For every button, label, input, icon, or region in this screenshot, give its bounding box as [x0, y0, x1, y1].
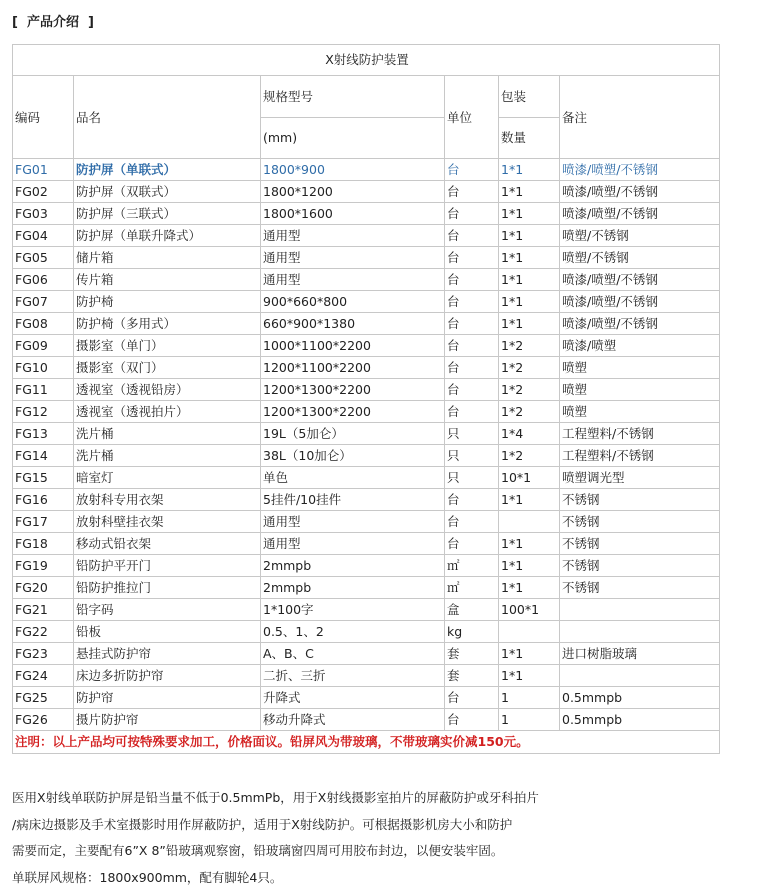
- cell-unit: 台: [445, 687, 499, 709]
- header-package: 包装: [499, 76, 560, 118]
- cell-remark: [560, 599, 720, 621]
- header-row-1: [13, 76, 720, 118]
- cell-name: 摄影室（单门）: [74, 335, 261, 357]
- cell-unit: 台: [445, 313, 499, 335]
- cell-remark: 喷漆/喷塑/不锈钢: [560, 313, 720, 335]
- section-title: [ 产品介绍 ]: [12, 15, 94, 30]
- cell-remark: 工程塑料/不锈钢: [560, 445, 720, 467]
- cell-unit: 套: [445, 643, 499, 665]
- cell-unit: 台: [445, 511, 499, 533]
- cell-qty: 1*1: [499, 159, 560, 181]
- table-note: 注明：以上产品均可按特殊要求加工，价格面议。铅屏风为带玻璃，不带玻璃实价减150元。: [13, 731, 720, 754]
- cell-unit: 只: [445, 423, 499, 445]
- table-row: [13, 665, 720, 687]
- cell-qty: 1*1: [499, 489, 560, 511]
- cell-remark: 不锈钢: [560, 511, 720, 533]
- table-row: [13, 621, 720, 643]
- cell-code: FG16: [13, 489, 74, 511]
- cell-code: FG09: [13, 335, 74, 357]
- cell-name: 放射科壁挂衣架: [74, 511, 261, 533]
- table-row: [13, 269, 720, 291]
- cell-qty: [499, 511, 560, 533]
- cell-code: FG08: [13, 313, 74, 335]
- cell-spec: 1800*900: [261, 159, 445, 181]
- cell-code: FG23: [13, 643, 74, 665]
- cell-name: 洗片桶: [74, 445, 261, 467]
- cell-spec: 19L（5加仑）: [261, 423, 445, 445]
- table-row: [13, 709, 720, 731]
- cell-unit: 台: [445, 291, 499, 313]
- cell-spec: 1200*1300*2200: [261, 379, 445, 401]
- cell-remark: 喷塑调光型: [560, 467, 720, 489]
- cell-unit: 台: [445, 269, 499, 291]
- product-description: [12, 785, 752, 891]
- cell-qty: 1*1: [499, 291, 560, 313]
- cell-spec: 1200*1100*2200: [261, 357, 445, 379]
- cell-unit: 台: [445, 357, 499, 379]
- table-row: [13, 423, 720, 445]
- cell-remark: 喷漆/喷塑/不锈钢: [560, 269, 720, 291]
- description-line: 单联屏风规格：1800x900mm，配有脚轮4只。: [12, 869, 283, 885]
- cell-remark: 喷漆/喷塑/不锈钢: [560, 181, 720, 203]
- cell-unit: 套: [445, 665, 499, 687]
- table-row: [13, 555, 720, 577]
- cell-name: 透视室（透视铅房）: [74, 379, 261, 401]
- cell-name: 防护帘: [74, 687, 261, 709]
- cell-spec: 1800*1200: [261, 181, 445, 203]
- cell-spec: 0.5、1、2: [261, 621, 445, 643]
- table-row: [13, 225, 720, 247]
- cell-remark: 喷漆/喷塑/不锈钢: [560, 203, 720, 225]
- cell-spec: A、B、C: [261, 643, 445, 665]
- cell-qty: 1*1: [499, 313, 560, 335]
- cell-spec: 单色: [261, 467, 445, 489]
- cell-remark: 喷塑/不锈钢: [560, 247, 720, 269]
- cell-remark: 不锈钢: [560, 577, 720, 599]
- table-title: X射线防护装置: [13, 45, 720, 76]
- cell-remark: 不锈钢: [560, 555, 720, 577]
- cell-spec: 2mmpb: [261, 555, 445, 577]
- table-row: [13, 247, 720, 269]
- cell-spec: 通用型: [261, 225, 445, 247]
- cell-unit: 只: [445, 445, 499, 467]
- cell-name: 透视室（透视拍片）: [74, 401, 261, 423]
- cell-name: 防护屏（三联式）: [74, 203, 261, 225]
- cell-code: FG18: [13, 533, 74, 555]
- cell-unit: 台: [445, 159, 499, 181]
- cell-code: FG12: [13, 401, 74, 423]
- table-row: [13, 643, 720, 665]
- cell-code: FG07: [13, 291, 74, 313]
- cell-remark: 喷塑: [560, 401, 720, 423]
- cell-name: 铅字码: [74, 599, 261, 621]
- description-line: 需要而定，主要配有6”X 8”铅玻璃观察窗，铅玻璃窗四周可用胶布封边，以便安装牢固。: [12, 843, 504, 859]
- cell-code: FG19: [13, 555, 74, 577]
- cell-remark: [560, 621, 720, 643]
- table-row: [13, 467, 720, 489]
- cell-unit: 只: [445, 467, 499, 489]
- cell-qty: 1*1: [499, 269, 560, 291]
- table-row: [13, 577, 720, 599]
- cell-code: FG11: [13, 379, 74, 401]
- cell-spec: 1*100字: [261, 599, 445, 621]
- cell-name: 铅防护平开门: [74, 555, 261, 577]
- cell-spec: 通用型: [261, 533, 445, 555]
- cell-name: 暗室灯: [74, 467, 261, 489]
- cell-name: 摄片防护帘: [74, 709, 261, 731]
- cell-unit: 台: [445, 247, 499, 269]
- cell-qty: 1*1: [499, 247, 560, 269]
- header-code: 编码: [13, 76, 74, 159]
- cell-spec: 通用型: [261, 247, 445, 269]
- cell-qty: 100*1: [499, 599, 560, 621]
- cell-code: FG15: [13, 467, 74, 489]
- cell-name: 床边多折防护帘: [74, 665, 261, 687]
- cell-spec: 通用型: [261, 269, 445, 291]
- cell-name: 摄影室（双门）: [74, 357, 261, 379]
- cell-remark: 不锈钢: [560, 489, 720, 511]
- table-row: [13, 687, 720, 709]
- cell-name: 储片箱: [74, 247, 261, 269]
- cell-unit: 台: [445, 379, 499, 401]
- table-row: [13, 181, 720, 203]
- cell-name: 移动式铅衣架: [74, 533, 261, 555]
- header-spec: 规格型号: [261, 76, 445, 118]
- table-row: [13, 159, 720, 181]
- cell-qty: 1*1: [499, 225, 560, 247]
- cell-qty: 1*2: [499, 335, 560, 357]
- cell-code: FG13: [13, 423, 74, 445]
- cell-spec: 5挂件/10挂件: [261, 489, 445, 511]
- cell-unit: 台: [445, 489, 499, 511]
- cell-unit: ㎡: [445, 555, 499, 577]
- cell-name: 放射科专用衣架: [74, 489, 261, 511]
- cell-unit: 台: [445, 401, 499, 423]
- cell-code: FG03: [13, 203, 74, 225]
- cell-name: 防护椅（多用式）: [74, 313, 261, 335]
- cell-unit: kg: [445, 621, 499, 643]
- cell-unit: 台: [445, 225, 499, 247]
- cell-spec: 900*660*800: [261, 291, 445, 313]
- cell-unit: 台: [445, 335, 499, 357]
- product-table: [12, 44, 720, 754]
- cell-spec: 移动升降式: [261, 709, 445, 731]
- table-row: [13, 335, 720, 357]
- cell-unit: 台: [445, 533, 499, 555]
- table-row: [13, 533, 720, 555]
- cell-qty: [499, 621, 560, 643]
- cell-remark: 喷塑: [560, 357, 720, 379]
- cell-remark: 工程塑料/不锈钢: [560, 423, 720, 445]
- cell-name: 洗片桶: [74, 423, 261, 445]
- cell-qty: 1*1: [499, 555, 560, 577]
- cell-remark: 喷漆/喷塑/不锈钢: [560, 159, 720, 181]
- cell-spec: 通用型: [261, 511, 445, 533]
- cell-unit: ㎡: [445, 577, 499, 599]
- cell-remark: 喷漆/喷塑: [560, 335, 720, 357]
- cell-code: FG05: [13, 247, 74, 269]
- cell-qty: 1*1: [499, 577, 560, 599]
- header-name: 品名: [74, 76, 261, 159]
- table-title-row: [13, 45, 720, 76]
- cell-qty: 1*1: [499, 643, 560, 665]
- table-row: [13, 379, 720, 401]
- cell-spec: 1800*1600: [261, 203, 445, 225]
- table-row: [13, 401, 720, 423]
- cell-name: 防护椅: [74, 291, 261, 313]
- cell-unit: 台: [445, 203, 499, 225]
- cell-code: FG22: [13, 621, 74, 643]
- cell-remark: 0.5mmpb: [560, 687, 720, 709]
- cell-remark: 喷塑: [560, 379, 720, 401]
- cell-unit: 台: [445, 709, 499, 731]
- cell-code: FG02: [13, 181, 74, 203]
- cell-unit: 盒: [445, 599, 499, 621]
- cell-spec: 38L（10加仑）: [261, 445, 445, 467]
- cell-spec: 升降式: [261, 687, 445, 709]
- cell-name: 传片箱: [74, 269, 261, 291]
- cell-spec: 660*900*1380: [261, 313, 445, 335]
- table-row: [13, 357, 720, 379]
- cell-code: FG20: [13, 577, 74, 599]
- cell-code: FG17: [13, 511, 74, 533]
- cell-qty: 1*1: [499, 533, 560, 555]
- cell-remark: 不锈钢: [560, 533, 720, 555]
- header-qty: 数量: [499, 118, 560, 159]
- cell-qty: 1*2: [499, 401, 560, 423]
- cell-code: FG10: [13, 357, 74, 379]
- cell-name: 防护屏（单联式）: [74, 159, 261, 181]
- header-unit: 单位: [445, 76, 499, 159]
- cell-qty: 1*1: [499, 203, 560, 225]
- cell-qty: 1: [499, 709, 560, 731]
- cell-unit: 台: [445, 181, 499, 203]
- note-row: [13, 731, 720, 754]
- cell-remark: 进口树脂玻璃: [560, 643, 720, 665]
- cell-remark: 喷塑/不锈钢: [560, 225, 720, 247]
- cell-remark: [560, 665, 720, 687]
- table-row: [13, 203, 720, 225]
- cell-code: FG25: [13, 687, 74, 709]
- cell-code: FG04: [13, 225, 74, 247]
- cell-name: 悬挂式防护帘: [74, 643, 261, 665]
- table-row: [13, 291, 720, 313]
- table-row: [13, 511, 720, 533]
- cell-qty: 10*1: [499, 467, 560, 489]
- cell-spec: 2mmpb: [261, 577, 445, 599]
- cell-qty: 1*4: [499, 423, 560, 445]
- cell-name: 防护屏（单联升降式）: [74, 225, 261, 247]
- cell-name: 防护屏（双联式）: [74, 181, 261, 203]
- cell-spec: 1200*1300*2200: [261, 401, 445, 423]
- header-remark: 备注: [560, 76, 720, 159]
- cell-qty: 1*2: [499, 357, 560, 379]
- table-row: [13, 313, 720, 335]
- table-row: [13, 599, 720, 621]
- cell-qty: 1: [499, 687, 560, 709]
- cell-name: 铅防护推拉门: [74, 577, 261, 599]
- cell-code: FG26: [13, 709, 74, 731]
- cell-code: FG24: [13, 665, 74, 687]
- cell-remark: 喷漆/喷塑/不锈钢: [560, 291, 720, 313]
- cell-name: 铅板: [74, 621, 261, 643]
- cell-code: FG21: [13, 599, 74, 621]
- description-line: 医用X射线单联防护屏是铅当量不低于0.5mmPb，用于X射线摄影室拍片的屏蔽防护或牙科拍片: [12, 790, 539, 805]
- cell-qty: 1*2: [499, 379, 560, 401]
- cell-qty: 1*2: [499, 445, 560, 467]
- cell-code: FG01: [13, 159, 74, 181]
- cell-code: FG06: [13, 269, 74, 291]
- cell-spec: 二折、三折: [261, 665, 445, 687]
- cell-spec: 1000*1100*2200: [261, 335, 445, 357]
- table-row: [13, 445, 720, 467]
- cell-code: FG14: [13, 445, 74, 467]
- table-row: [13, 489, 720, 511]
- header-spec-unit: (mm): [261, 118, 445, 159]
- cell-qty: 1*1: [499, 181, 560, 203]
- description-line: /病床边摄影及手术室摄影时用作屏蔽防护，适用于X射线防护。可根据摄影机房大小和防护: [12, 816, 513, 832]
- cell-remark: 0.5mmpb: [560, 709, 720, 731]
- cell-qty: 1*1: [499, 665, 560, 687]
